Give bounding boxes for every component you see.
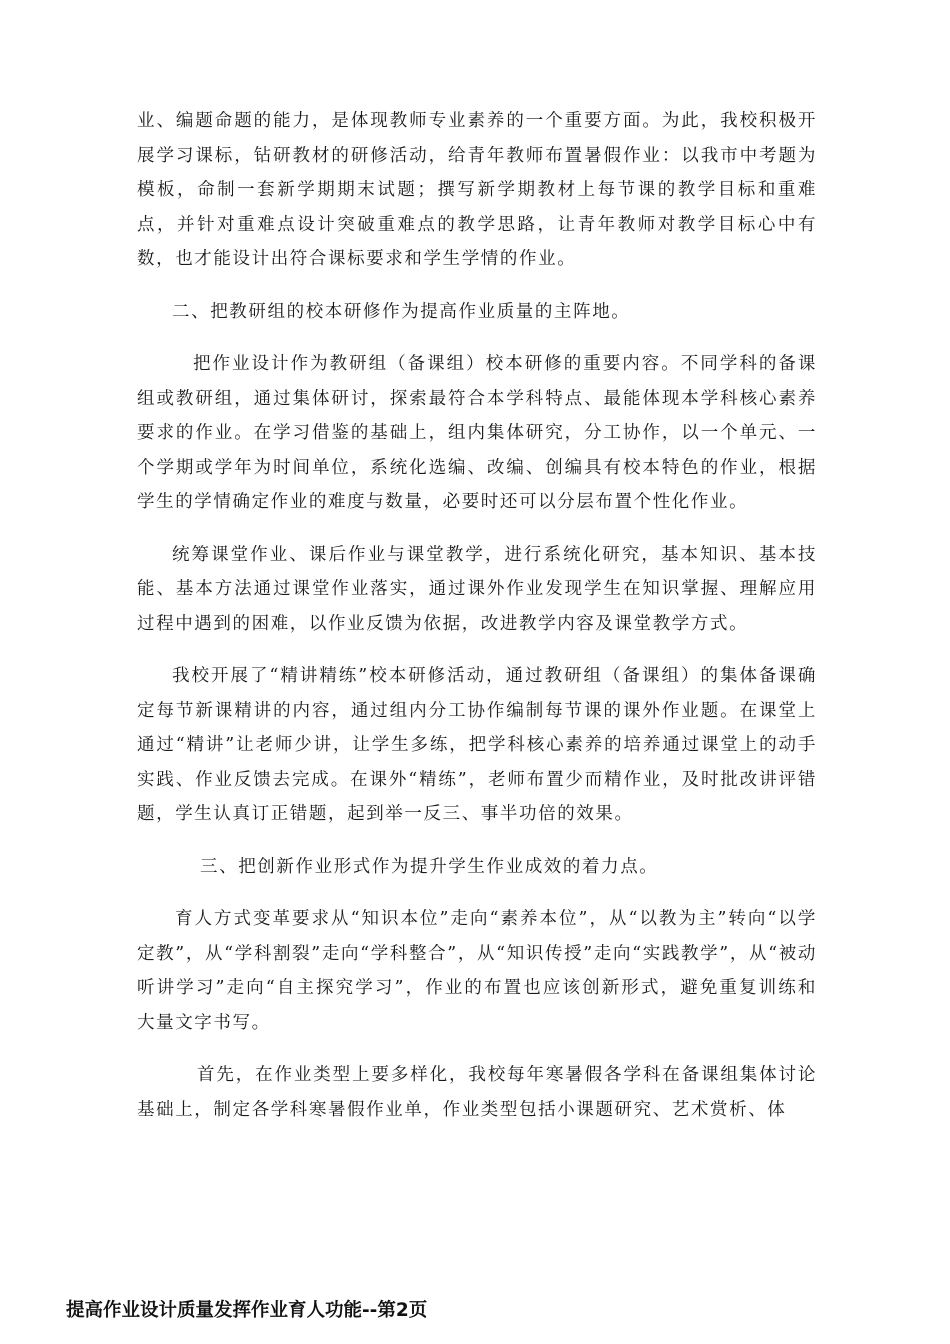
section-heading-2: 二、把教研组的校本研修作为提高作业质量的主阵地。: [172, 301, 631, 322]
paragraph-jingjiang-jinglian: 我校开展了“精讲精练”校本研修活动，通过教研组（备课组）的集体备课确定每节新课精讲的内容，通过组内分工协作编制每节课的课外作业题。在课堂上通过“精讲”让老师少讲，让学生多练，把学科核心素养的培养通过课堂上的动手实践、作业反馈去完成。在课外“精练”，老师布置少而精作业，及时批改讲评错题，学生认真订正错题，起到举一反三、事半功倍的效果。: [137, 666, 817, 824]
section-heading-3: 三、把创新作业形式作为提升学生作业成效的着力点。: [200, 856, 659, 877]
paragraph-homework-design: 把作业设计作为教研组（备课组）校本研修的重要内容。不同学科的备课组或教研组，通过集体研讨，探索最符合本学科特点、最能体现本学科核心素养要求的作业。在学习借鉴的基础上，组内集体研究，分工协作，以一个单元、一个学期或学年为时间单位，系统化选编、改编、创编具有校本特色的作业，根据学生的学情确定作业的难度与数量，必要时还可以分层布置个性化作业。: [137, 354, 817, 512]
paragraph-homework-types: 首先，在作业类型上要多样化，我校每年寒暑假各学科在备课组集体讨论基础上，制定各学科寒暑假作业单，作业类型包括小课题研究、艺术赏析、体: [137, 1065, 817, 1120]
document-body: [137, 104, 817, 1127]
paragraph-education-reform: 育人方式变革要求从“知识本位”走向“素养本位”，从“以教为主”转向“以学定教”，从“学科割裂”走向“学科整合”，从“知识传授”走向“实践教学”，从“被动听讲学习”走向“自主探究学习”，作业的布置也应该创新形式，避免重复训练和大量文字书写。: [137, 909, 817, 1033]
page-footer: 提高作业设计质量发挥作业育人功能--第2页: [66, 1300, 428, 1321]
paragraph-teacher-training: 业、编题命题的能力，是体现教师专业素养的一个重要方面。为此，我校积极开展学习课标，钻研教材的研修活动，给青年教师布置暑假作业：以我市中考题为模板，命制一套新学期期末试题；撰写新学期教材上每节课的教学目标和重难点，并针对重难点设计突破重难点的教学思路，让青年教师对教学目标心中有数，也才能设计出符合课标要求和学生学情的作业。: [137, 111, 817, 269]
paragraph-coordination: 统筹课堂作业、课后作业与课堂教学，进行系统化研究，基本知识、基本技能、基本方法通过课堂作业落实，通过课外作业发现学生在知识掌握、理解应用过程中遇到的困难，以作业反馈为依据，改进教学内容及课堂教学方式。: [137, 544, 817, 634]
